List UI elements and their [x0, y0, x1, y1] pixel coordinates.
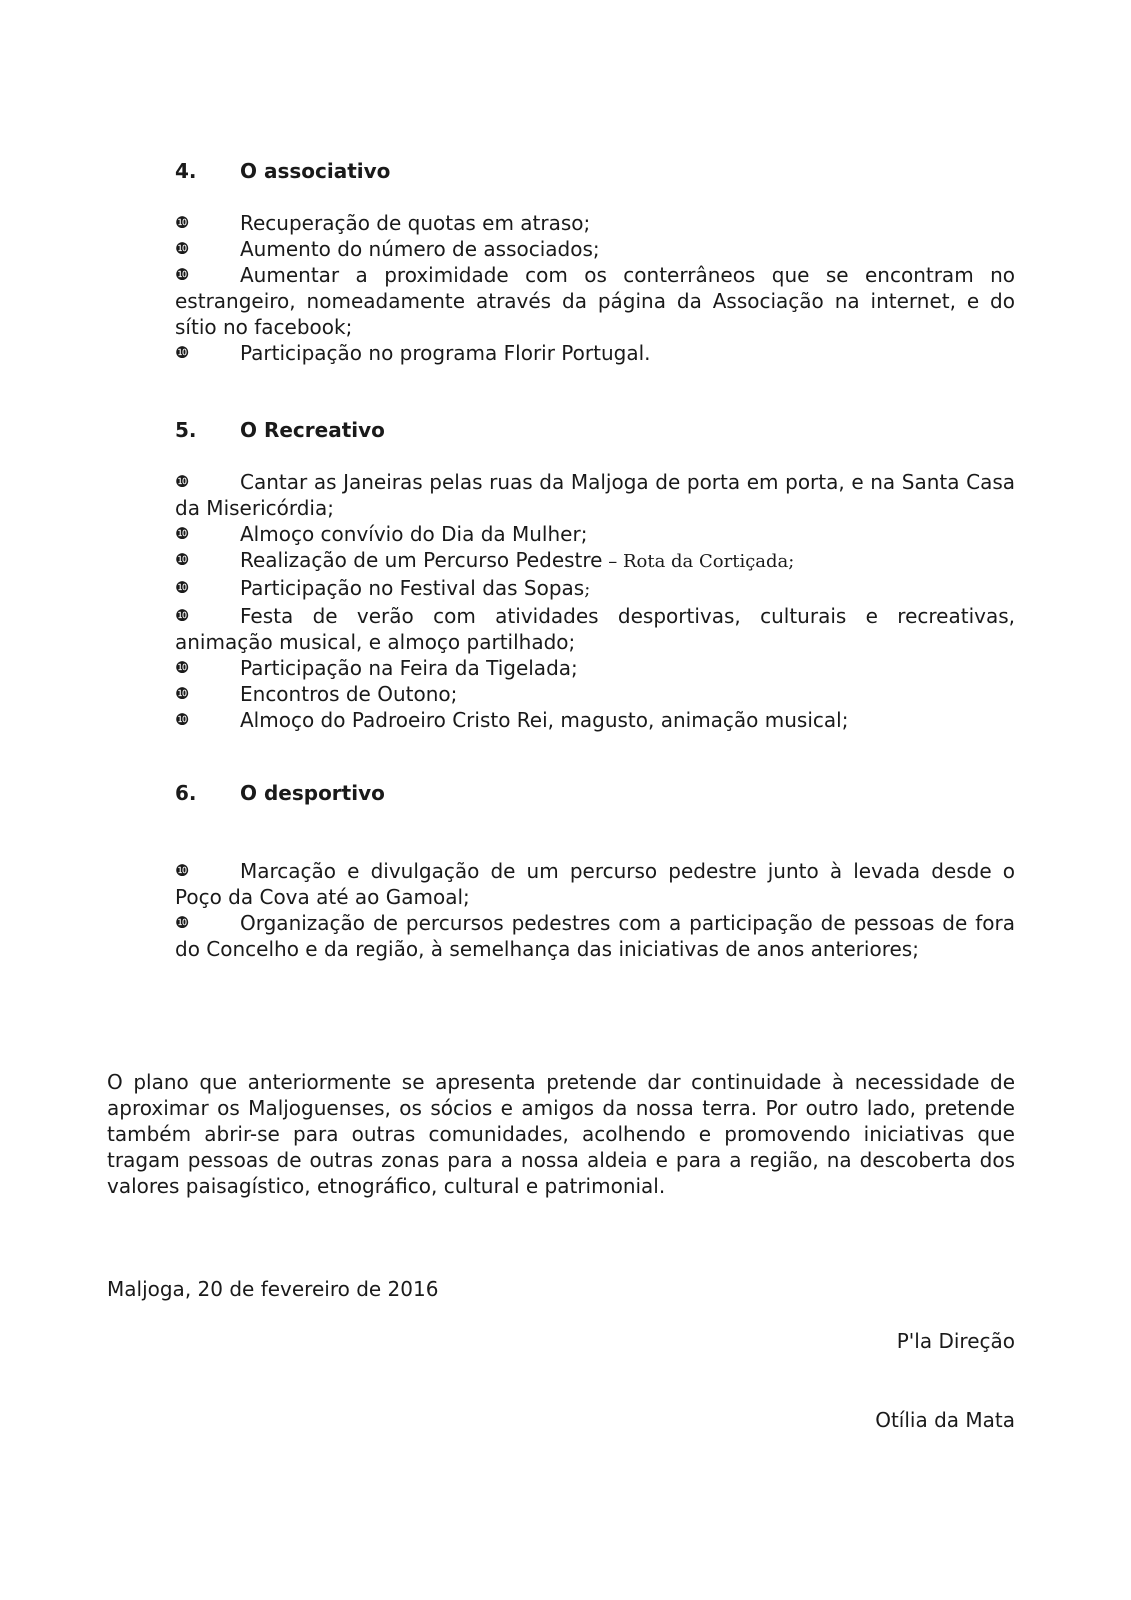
bullet-icon: ❿ — [175, 550, 190, 569]
bullet-icon: ❿ — [175, 684, 190, 703]
bullet-icon: ❿ — [175, 524, 190, 543]
item-list — [175, 858, 1015, 962]
section-associativo — [175, 158, 1015, 366]
list-item: ❿ Aumentar a proximidade com os conterrâneos que se encontram no estrangeiro, nomeadamente através da página da Associação na internet, e do sítio no facebook; — [175, 263, 1015, 339]
list-item: ❿ Recuperação de quotas em atraso; — [175, 211, 591, 235]
list-item: ❿ Participação no Festival das Sopas; — [175, 576, 591, 600]
signatory-name: Otília da Mata — [875, 1408, 1015, 1432]
section-number: 6. — [175, 781, 197, 805]
section-number: 4. — [175, 159, 197, 183]
bullet-icon: ❿ — [175, 710, 190, 729]
section-title: O Recreativo — [240, 418, 385, 442]
list-item: ❿ Participação na Feira da Tigelada; — [175, 656, 578, 680]
section-title: O associativo — [240, 159, 391, 183]
section-recreativo — [175, 417, 1015, 733]
list-item: ❿ Cantar as Janeiras pelas ruas da Maljoga de porta em porta, e na Santa Casa da Misericórdia; — [175, 470, 1015, 520]
bullet-icon: ❿ — [175, 578, 190, 597]
item-list — [175, 210, 1015, 366]
bullet-icon: ❿ — [175, 913, 190, 932]
bullet-icon: ❿ — [175, 472, 190, 491]
bullet-icon: ❿ — [175, 658, 190, 677]
bullet-icon: ❿ — [175, 265, 190, 284]
item-list — [175, 469, 1015, 733]
section-heading — [175, 417, 1015, 443]
signoff-label: P'la Direção — [896, 1329, 1015, 1353]
list-item: ❿ Realização de um Percurso Pedestre – Rota da Cortiçada; — [175, 548, 795, 572]
list-item: ❿ Encontros de Outono; — [175, 682, 458, 706]
list-item: ❿ Organização de percursos pedestres com a participação de pessoas de fora do Concelho e da região, à semelhança das iniciativas de anos anteriores; — [175, 911, 1015, 961]
list-item: ❿ Almoço do Padroeiro Cristo Rei, magusto, animação musical; — [175, 708, 849, 732]
section-heading — [175, 158, 1015, 184]
closing-paragraph: O plano que anteriormente se apresenta pretende dar continuidade à necessidade de aproximar os Maljoguenses, os sócios e amigos da nossa terra. Por outro lado, pretende também abrir-se para outras comunidades, acolhendo e promovendo iniciativas que tragam pessoas de outras zonas para a nossa aldeia e para a região, na descoberta dos valores paisagístico, etnográfico, cultural e patrimonial. — [107, 1070, 1015, 1198]
place-date: Maljoga, 20 de fevereiro de 2016 — [107, 1277, 439, 1301]
section-title: O desportivo — [240, 781, 385, 805]
list-item: ❿ Almoço convívio do Dia da Mulher; — [175, 522, 588, 546]
list-item: ❿ Festa de verão com atividades desportivas, culturais e recreativas, animação musical, e almoço partilhado; — [175, 604, 1015, 654]
section-heading — [175, 780, 1015, 806]
bullet-icon: ❿ — [175, 606, 190, 625]
bullet-icon: ❿ — [175, 861, 190, 880]
list-item: ❿ Participação no programa Florir Portugal. — [175, 341, 651, 365]
section-number: 5. — [175, 418, 197, 442]
bullet-icon: ❿ — [175, 343, 190, 362]
bullet-icon: ❿ — [175, 239, 190, 258]
bullet-icon: ❿ — [175, 213, 190, 232]
section-desportivo — [175, 780, 1015, 962]
list-item: ❿ Marcação e divulgação de um percurso pedestre junto à levada desde o Poço da Cova até ao Gamoal; — [175, 859, 1015, 909]
list-item: ❿ Aumento do número de associados; — [175, 237, 600, 261]
